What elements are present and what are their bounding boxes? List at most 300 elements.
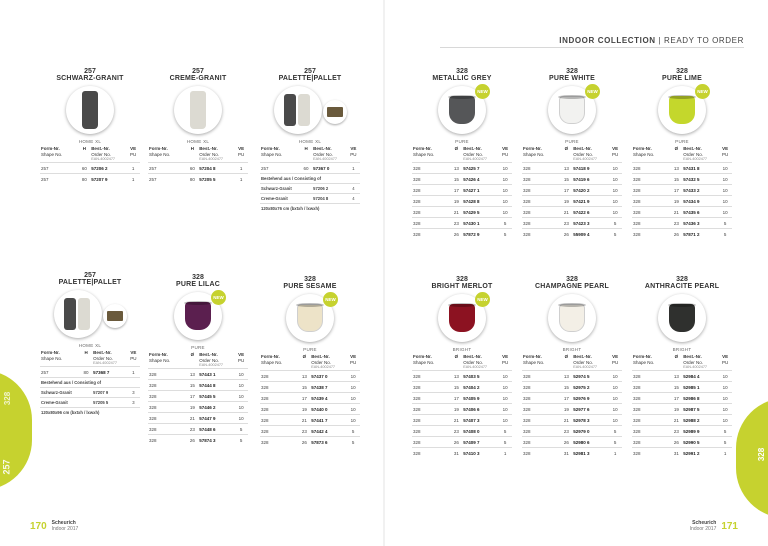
cell-shape: 328	[412, 163, 451, 174]
spec-header-label-en: PU	[502, 151, 509, 157]
cell-size: 15	[561, 382, 573, 393]
table-row	[632, 404, 732, 415]
cell-pu: 10	[498, 415, 512, 426]
cell-pu: 5	[234, 435, 248, 446]
cell-shape: 328	[632, 196, 671, 207]
spec-header	[310, 354, 346, 365]
cell-size: 60	[300, 163, 312, 174]
product-name: PURE SESAME	[283, 283, 337, 290]
pallet-size-row	[260, 204, 360, 214]
collection-title: INDOOR COLLECTION	[559, 36, 656, 45]
cell-order-no: 52986 8	[682, 393, 718, 404]
pallet-size: 120x80x96 cm (bxtxh / lxwxh)	[40, 408, 140, 418]
product-photo	[274, 86, 322, 134]
spec-header-label-en: Order No.	[683, 359, 703, 365]
product-line-label: BRIGHT	[672, 347, 692, 352]
cell-shape: 328	[522, 415, 561, 426]
cell-order-no: 57407 3	[462, 415, 498, 426]
cell-size: 26	[299, 437, 311, 448]
new-badge: NEW	[323, 292, 338, 307]
spec-header	[498, 146, 512, 157]
cell-order-no: 57440 0	[310, 404, 346, 415]
cell-order-no: 57447 9	[198, 413, 234, 424]
product-shape-number: 328	[676, 68, 688, 75]
spec-table	[632, 146, 732, 239]
product-shape-number: 257	[84, 68, 96, 75]
table-row	[412, 185, 512, 196]
cell-order-no: 57205 5	[198, 174, 234, 185]
cell-shape: 328	[148, 413, 187, 424]
cell-shape: 328	[260, 415, 299, 426]
cell-shape: 328	[148, 369, 187, 380]
product-card	[260, 276, 360, 447]
table-row	[260, 382, 360, 393]
new-badge: NEW	[475, 292, 490, 307]
table-row	[148, 174, 248, 185]
component-order-no: 57204 8	[312, 194, 347, 204]
footer-brand-left: Scheurich	[51, 520, 76, 526]
cell-shape: 328	[260, 437, 299, 448]
spec-header-label-en: Shape No.	[41, 355, 63, 361]
cell-size: 23	[561, 426, 573, 437]
spec-header	[608, 146, 622, 157]
table-row	[260, 415, 360, 426]
product-photo	[174, 86, 222, 134]
spec-header	[127, 350, 140, 361]
cell-pu: 5	[498, 437, 512, 448]
spec-header-label: Form-Nr.	[633, 146, 652, 151]
spec-header	[198, 146, 234, 157]
ean-prefix: EAN-4002477	[91, 157, 116, 161]
cell-order-no: 57423 3	[572, 218, 608, 229]
pallet-box-shape	[107, 311, 123, 321]
table-row	[40, 163, 140, 174]
consisting-of-row	[40, 378, 140, 388]
cell-pu: 1	[234, 174, 248, 185]
spec-table	[148, 352, 248, 445]
cell-pu: 10	[234, 369, 248, 380]
spec-header-label-en: Shape No.	[413, 151, 435, 157]
cell-order-no: 57409 7	[462, 437, 498, 448]
table-row	[632, 415, 732, 426]
cell-order-no: 57873 6	[310, 437, 346, 448]
spec-header-label-en: Shape No.	[149, 151, 171, 157]
cell-shape: 328	[632, 229, 671, 240]
spec-header	[412, 146, 451, 157]
spec-table	[522, 146, 622, 239]
spec-header-label: Best.-Nr.	[313, 146, 332, 151]
spec-header	[40, 350, 80, 361]
spec-table	[632, 354, 732, 458]
side-tab-left-top: 328	[3, 391, 13, 406]
cell-pu: 10	[498, 404, 512, 415]
cell-pu: 10	[498, 185, 512, 196]
cell-shape: 328	[522, 426, 561, 437]
product-photo	[658, 294, 706, 342]
spec-header-label: VE	[612, 354, 619, 359]
cell-size: 19	[451, 404, 463, 415]
page-gutter	[383, 0, 385, 546]
consisting-of-row	[260, 174, 360, 184]
spec-header	[451, 354, 463, 365]
spec-header	[682, 146, 718, 157]
product-card	[40, 272, 140, 417]
cell-order-no: 57406 6	[462, 404, 498, 415]
cell-order-no: 57425 7	[462, 163, 498, 174]
product-shape-number: 257	[192, 68, 204, 75]
spec-header-label-en: PU	[238, 151, 245, 157]
pot-rim	[184, 301, 212, 305]
product-card	[522, 68, 622, 239]
cell-size: 21	[451, 415, 463, 426]
consisting-of-label: Bestehend aus / Consisting of	[40, 378, 140, 388]
spec-header-label-en: Shape No.	[633, 151, 655, 157]
spec-table	[148, 146, 248, 184]
spec-header	[260, 354, 299, 365]
product-name: PALETTE|PALLET	[58, 279, 122, 286]
product-card	[412, 68, 512, 239]
product-shape-number: 257	[84, 272, 96, 279]
spec-header	[632, 146, 671, 157]
cell-shape: 328	[632, 207, 671, 218]
new-badge: NEW	[585, 84, 600, 99]
spec-header-label-en: Shape No.	[149, 357, 171, 363]
spec-header-label: Ø	[564, 354, 569, 359]
spec-header-label: Ø	[674, 146, 679, 151]
cell-pu: 10	[234, 380, 248, 391]
cell-order-no: 52990 5	[682, 437, 718, 448]
table-row	[260, 426, 360, 437]
table-row	[522, 207, 622, 218]
cell-size: 26	[561, 437, 573, 448]
spec-header	[462, 354, 498, 365]
cell-pu: 10	[346, 371, 360, 382]
product-line-label: BRIGHT	[452, 347, 472, 352]
product-card	[632, 276, 732, 458]
table-row	[632, 393, 732, 404]
cell-shape: 328	[632, 415, 671, 426]
table-row	[522, 437, 622, 448]
pot-shape	[559, 96, 585, 124]
cell-pu: 10	[718, 185, 732, 196]
product-shape-number: 328	[192, 274, 204, 281]
cell-shape: 328	[632, 393, 671, 404]
cell-size: 23	[671, 426, 683, 437]
cell-shape: 257	[148, 163, 187, 174]
cell-size: 17	[671, 393, 683, 404]
product-image	[40, 86, 140, 138]
product-name: PURE LILAC	[176, 281, 220, 288]
pot-shape	[669, 96, 695, 124]
spec-header	[79, 146, 91, 157]
cell-pu: 5	[608, 229, 622, 240]
cell-pu: 5	[718, 426, 732, 437]
new-badge: NEW	[211, 290, 226, 305]
product-line-label: HOME XL	[186, 139, 210, 144]
spec-header	[187, 146, 199, 157]
cell-size: 13	[187, 369, 199, 380]
cell-shape: 328	[260, 382, 299, 393]
consisting-of-item	[40, 388, 140, 398]
cell-pu: 10	[718, 415, 732, 426]
product-image	[148, 292, 248, 344]
cell-order-no: 57204 8	[198, 163, 234, 174]
cell-pu: 10	[718, 404, 732, 415]
table-row	[632, 174, 732, 185]
spec-header	[299, 354, 311, 365]
cell-pu: 10	[234, 391, 248, 402]
ean-prefix: EAN-4002477	[573, 157, 598, 161]
component-order-no: 57207 9	[92, 388, 127, 398]
pot-rim	[296, 303, 324, 307]
product-card	[148, 274, 248, 445]
product-line-label: PURE	[455, 139, 469, 144]
cell-size: 17	[451, 393, 463, 404]
cell-pu: 10	[498, 371, 512, 382]
cell-size: 23	[187, 424, 199, 435]
spec-header-label-en: Shape No.	[41, 151, 63, 157]
side-tab-left	[0, 370, 32, 490]
cell-pu: 1	[718, 448, 732, 459]
cell-size: 80	[79, 174, 91, 185]
cell-pu: 10	[718, 196, 732, 207]
table-row	[522, 371, 622, 382]
cell-order-no: 57426 4	[462, 174, 498, 185]
cell-pu: 10	[608, 415, 622, 426]
spec-header-label-en: PU	[612, 151, 619, 157]
cell-pu: 10	[498, 196, 512, 207]
spec-header-label-en: Order No.	[573, 359, 593, 365]
table-row	[522, 229, 622, 240]
spec-header	[522, 146, 561, 157]
table-row	[412, 404, 512, 415]
cell-size: 17	[561, 393, 573, 404]
cell-shape: 328	[148, 380, 187, 391]
pallet-size-row	[40, 408, 140, 418]
cell-size: 26	[451, 229, 463, 240]
pot-shape	[297, 304, 323, 332]
cell-pu: 10	[498, 174, 512, 185]
table-row	[412, 448, 512, 459]
product-name: BRIGHT MERLOT	[431, 283, 493, 290]
cell-shape: 328	[632, 448, 671, 459]
cell-shape: 328	[412, 415, 451, 426]
component-order-no: 57206 2	[312, 184, 347, 194]
spec-header-label: Best.-Nr.	[91, 146, 110, 151]
product-shape-number: 328	[566, 276, 578, 283]
component-pu: 4	[347, 194, 360, 204]
product-shape-number: 328	[676, 276, 688, 283]
cell-order-no: 57435 6	[682, 207, 718, 218]
footer-year-right: Indoor 2017	[689, 526, 717, 532]
spec-header-label: H	[82, 146, 86, 151]
product-name: PURE WHITE	[549, 75, 595, 82]
table-row	[412, 371, 512, 382]
product-shape-number: 328	[304, 276, 316, 283]
cell-order-no: 57420 2	[572, 185, 608, 196]
cell-size: 15	[451, 382, 463, 393]
table-row	[522, 196, 622, 207]
page-number-right: 171	[721, 520, 738, 532]
pallet-size: 120x80x76 cm (bxtxh / lxwxh)	[260, 204, 360, 214]
spec-header	[80, 350, 92, 361]
table-row	[522, 415, 622, 426]
product-image	[412, 294, 512, 346]
spec-header	[671, 146, 683, 157]
cell-order-no: 57408 0	[462, 426, 498, 437]
cell-pu: 10	[346, 393, 360, 404]
cell-pu: 5	[718, 229, 732, 240]
spec-header-label-en: Order No.	[91, 151, 111, 157]
spec-header	[718, 354, 732, 365]
spec-header-label: Ø	[564, 146, 569, 151]
table-row	[632, 426, 732, 437]
cell-pu: 1	[127, 367, 140, 378]
cell-shape: 257	[40, 367, 80, 378]
spec-header-label: VE	[238, 146, 245, 151]
pot-shape	[449, 304, 475, 332]
cell-shape: 328	[412, 218, 451, 229]
product-line-label: BRIGHT	[562, 347, 582, 352]
table-row	[260, 404, 360, 415]
product-image	[632, 294, 732, 346]
cell-order-no: 57405 9	[462, 393, 498, 404]
spec-header	[561, 354, 573, 365]
pallet-box-shape	[327, 107, 343, 117]
spec-header-label-en: PU	[350, 151, 357, 157]
cell-shape: 328	[412, 382, 451, 393]
cell-pu: 10	[498, 163, 512, 174]
table-row	[522, 163, 622, 174]
spec-header-label-en: PU	[722, 151, 729, 157]
product-image	[260, 294, 360, 346]
spec-header-label: VE	[502, 146, 509, 151]
table-row	[522, 218, 622, 229]
cell-pu: 10	[718, 207, 732, 218]
ean-prefix: EAN-4002477	[311, 365, 336, 369]
spec-header-label: Form-Nr.	[523, 146, 542, 151]
pot-shape	[185, 302, 211, 330]
cell-size: 23	[671, 218, 683, 229]
table-row	[260, 393, 360, 404]
spec-header-label: Ø	[302, 354, 307, 359]
cell-pu: 1	[608, 448, 622, 459]
spec-table	[522, 354, 622, 458]
cell-pu: 5	[498, 426, 512, 437]
spec-header-label: Form-Nr.	[413, 354, 432, 359]
cell-order-no: 57418 9	[572, 163, 608, 174]
cell-size: 17	[561, 185, 573, 196]
table-row	[412, 437, 512, 448]
pot-rim	[668, 303, 696, 307]
spec-header-label: Best.-Nr.	[683, 146, 702, 151]
cell-size: 17	[671, 185, 683, 196]
cell-shape: 257	[40, 163, 79, 174]
cell-shape: 328	[632, 437, 671, 448]
spec-header-label: Best.-Nr.	[463, 146, 482, 151]
cell-shape: 328	[522, 229, 561, 240]
product-shape-number: 328	[456, 68, 468, 75]
cell-shape: 328	[522, 371, 561, 382]
cell-order-no: 57442 4	[310, 426, 346, 437]
pot-rim	[668, 95, 696, 99]
cell-order-no: 57444 8	[198, 380, 234, 391]
spec-header	[346, 354, 360, 365]
product-name: ANTHRACITE PEARL	[644, 283, 720, 290]
cell-order-no: 52989 9	[682, 426, 718, 437]
spec-header-label: Form-Nr.	[41, 146, 60, 151]
cell-order-no: 55909 4	[572, 229, 608, 240]
spec-header-label: H	[304, 146, 308, 151]
cell-size: 17	[451, 185, 463, 196]
spec-header-label: Best.-Nr.	[199, 146, 218, 151]
cell-order-no: 57439 4	[310, 393, 346, 404]
cell-order-no: 57874 3	[198, 435, 234, 446]
cell-pu: 10	[608, 196, 622, 207]
cell-shape: 328	[412, 404, 451, 415]
spec-header-label: Form-Nr.	[413, 146, 432, 151]
spec-header-label: VE	[350, 354, 357, 359]
cell-pu: 10	[608, 371, 622, 382]
spec-header	[682, 354, 718, 365]
component-name: Schwarz-Granit	[260, 184, 312, 194]
product-shape-number: 328	[566, 68, 578, 75]
cell-size: 31	[561, 448, 573, 459]
spec-header-label: VE	[612, 146, 619, 151]
product-image	[522, 294, 622, 346]
pot-shape	[669, 304, 695, 332]
spec-table	[412, 354, 512, 458]
spec-header-label: Best.-Nr.	[683, 354, 702, 359]
cell-order-no: 57421 9	[572, 196, 608, 207]
ean-prefix: EAN-4002477	[313, 157, 337, 161]
spec-header-label-en: PU	[130, 355, 137, 361]
spec-header-label-en: Order No.	[683, 151, 703, 157]
table-row	[412, 426, 512, 437]
cell-pu: 5	[498, 218, 512, 229]
cell-size: 13	[451, 371, 463, 382]
table-row	[522, 448, 622, 459]
cell-order-no: 57445 5	[198, 391, 234, 402]
cell-size: 19	[299, 404, 311, 415]
cell-order-no: 57443 1	[198, 369, 234, 380]
cell-shape: 328	[522, 382, 561, 393]
ean-prefix: EAN-4002477	[573, 365, 598, 369]
spec-header-label-en: Shape No.	[261, 359, 283, 365]
table-row	[412, 207, 512, 218]
table-row	[632, 382, 732, 393]
spec-header	[572, 146, 608, 157]
cell-size: 23	[451, 426, 463, 437]
cell-pu: 5	[608, 218, 622, 229]
table-row	[260, 371, 360, 382]
pot-shape	[82, 91, 98, 129]
spec-header-label: VE	[350, 146, 357, 151]
cell-order-no: 57448 6	[198, 424, 234, 435]
pallet-icon	[323, 100, 347, 124]
cell-size: 26	[187, 435, 199, 446]
consisting-of-item	[260, 184, 360, 194]
cell-shape: 328	[412, 426, 451, 437]
product-photo	[548, 294, 596, 342]
spec-header-label-en: Shape No.	[523, 359, 545, 365]
cell-shape: 328	[412, 185, 451, 196]
cell-pu: 10	[498, 207, 512, 218]
footer-right	[690, 520, 738, 532]
table-row	[148, 391, 248, 402]
table-row	[522, 404, 622, 415]
spec-header-label-en: Order No.	[313, 151, 333, 157]
